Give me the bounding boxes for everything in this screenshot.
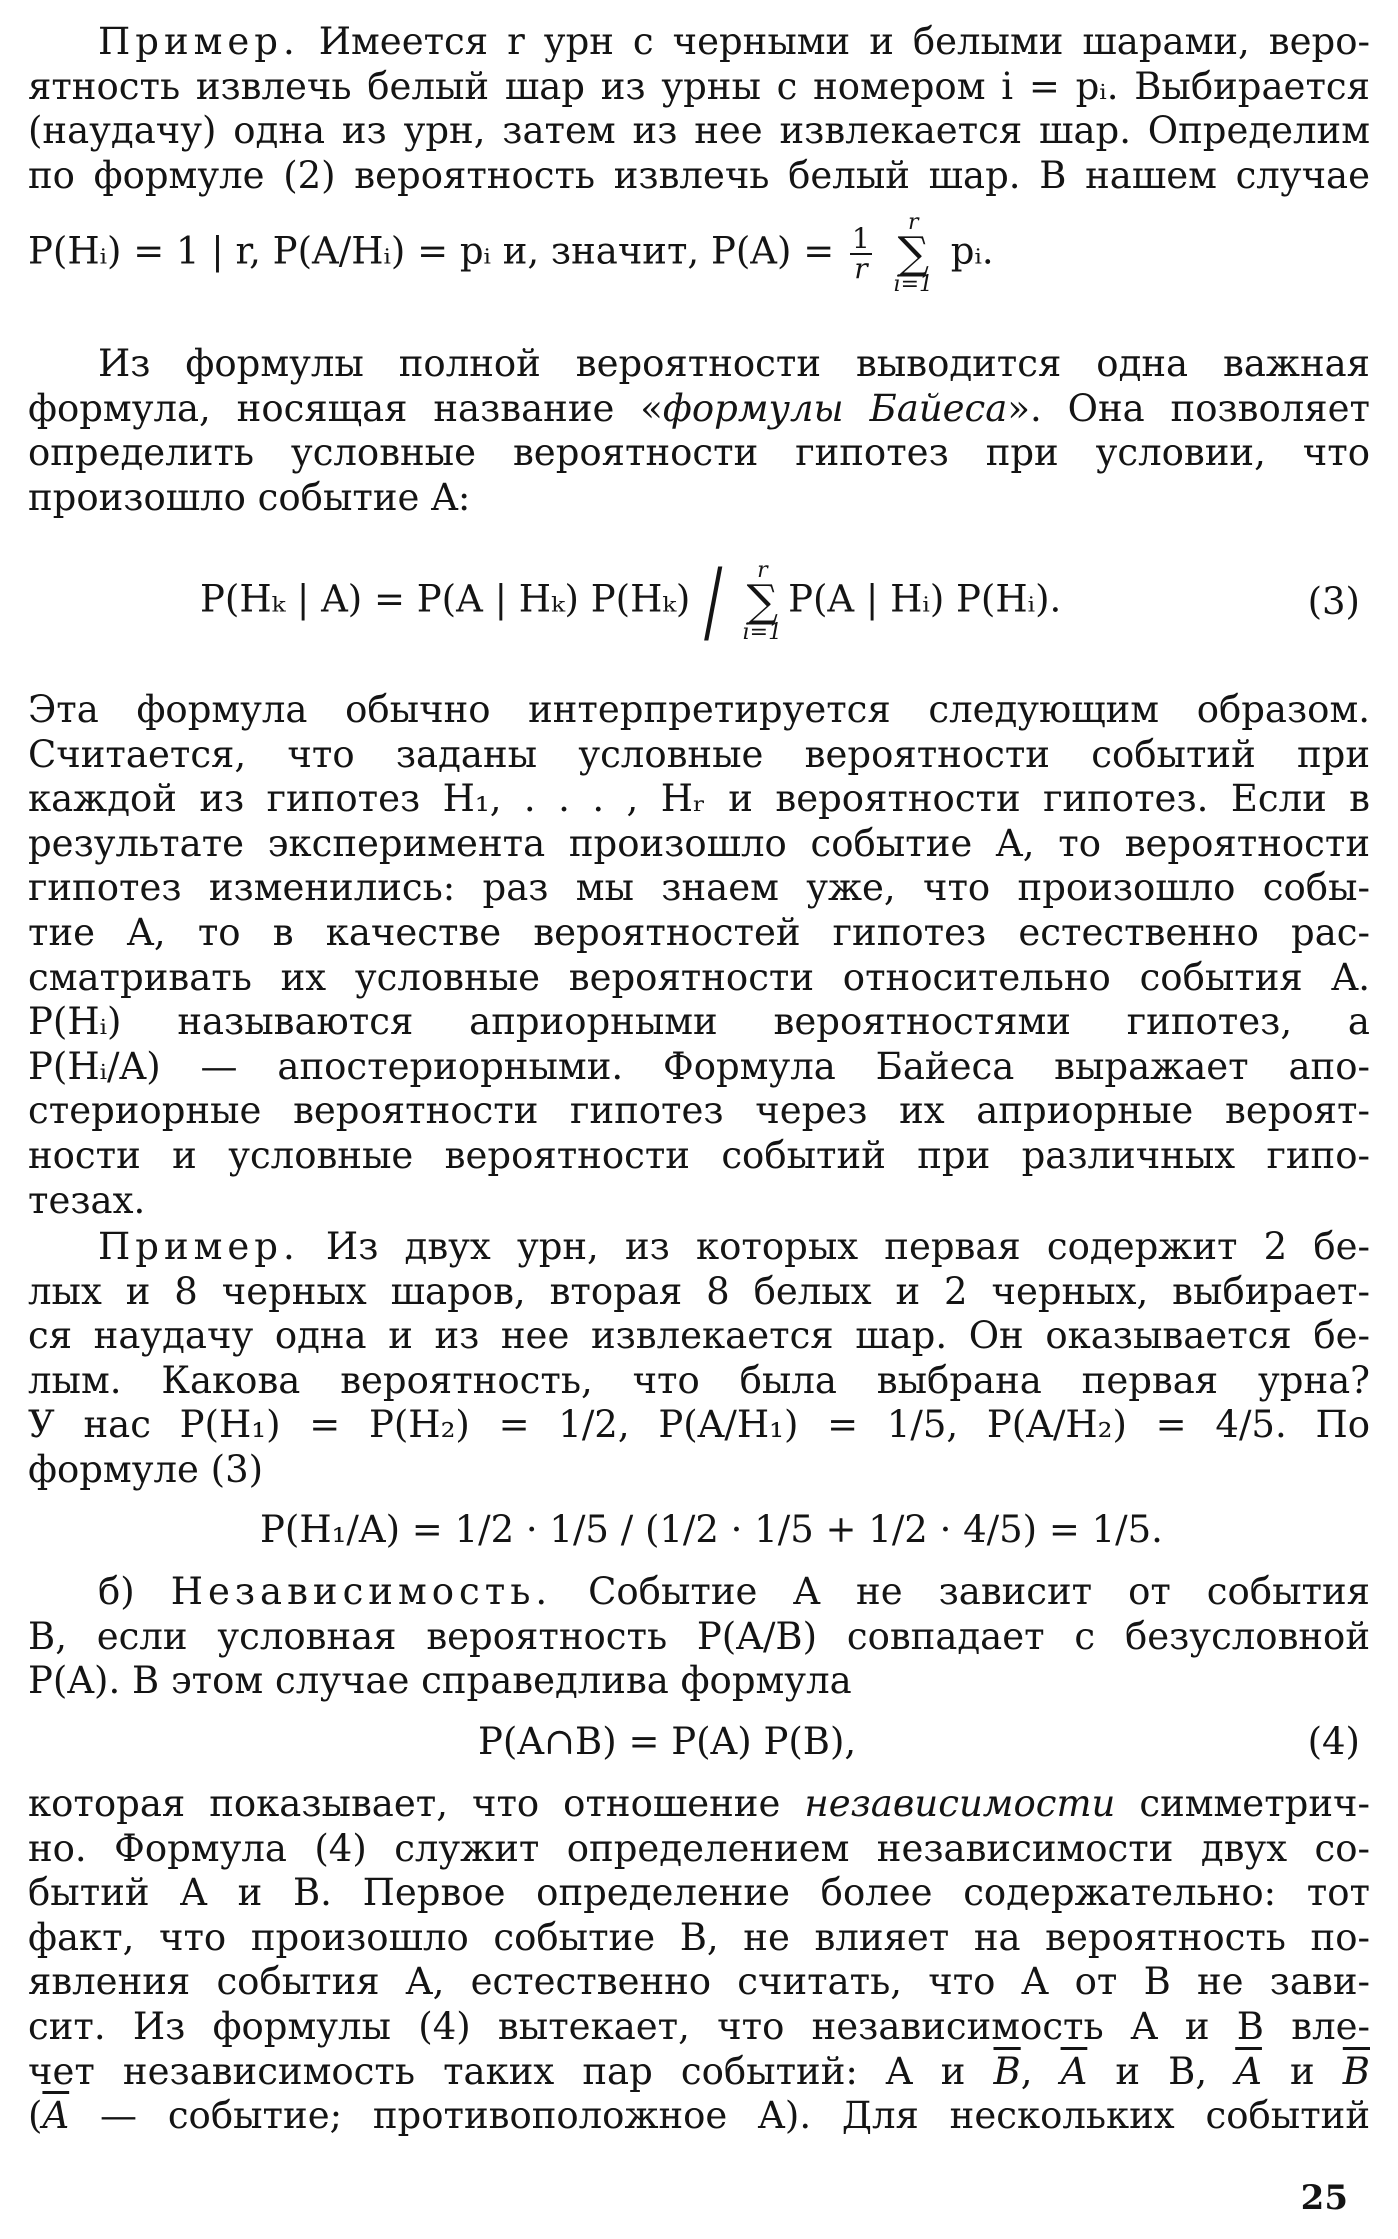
- paragraph-example-two-urns: [28, 1225, 1370, 1493]
- text-line: явления события A, естественно считать, что A от B не зави-: [28, 1960, 1370, 2004]
- text-part: формула, носящая название «: [28, 386, 663, 430]
- text-line: сит. Из формулы (4) вытекает, что независимость A и B вле-: [28, 2004, 1370, 2048]
- text-line: результате эксперимента произошло событие A, то вероятности: [28, 821, 1370, 865]
- paragraph-example-urns: [28, 20, 1370, 198]
- equation-number: (3): [1307, 580, 1360, 623]
- text-line: гипотез изменились: раз мы знаем уже, что произошло собы-: [28, 866, 1370, 910]
- text-line: ности и условные вероятности событий при различных гипо-: [28, 1133, 1370, 1177]
- paragraph-bayes-interpretation: [28, 688, 1370, 1223]
- text-part: и: [1261, 2049, 1343, 2093]
- text-line: каждой из гипотез H₁, . . . , Hᵣ и вероятности гипотез. Если в: [28, 777, 1370, 821]
- text-line: по формуле (2) вероятность извлечь белый шар. В нашем случае: [28, 153, 1370, 197]
- example-lead: Пример.: [98, 20, 300, 63]
- text-part: ,: [1020, 2049, 1061, 2093]
- example-lead: Пример.: [98, 1225, 300, 1268]
- fraction: $\frac{1}{r}$: [851, 222, 870, 285]
- text-line: факт, что произошло событие B, не влияет на вероятность по-: [28, 1915, 1370, 1959]
- text-line: тезах.: [28, 1178, 146, 1222]
- text-line: формуле (3): [28, 1447, 264, 1491]
- text-line: B, если условная вероятность P(A/B) совпадает с безусловной: [28, 1614, 1370, 1658]
- text-part: которая показывает, что отношение: [28, 1782, 805, 1825]
- formula-text: P(A | Hᵢ) P(Hᵢ).: [788, 577, 1062, 621]
- text-line: тие A, то в качестве вероятностей гипотез естественно рас-: [28, 910, 1370, 954]
- text-line: стериорные вероятности гипотез через их априорные вероят-: [28, 1089, 1370, 1133]
- complement-event: $\overline{A}$: [42, 2094, 70, 2138]
- equation-number: (4): [1307, 1720, 1360, 1763]
- formula-text: P(A∩B) = P(A) P(B),: [478, 1720, 857, 1763]
- text-line: Эта формула обычно интерпретируется следующим образом.: [28, 688, 1370, 731]
- text-part: (: [28, 2094, 43, 2138]
- complement-event: $\overline{B}$: [993, 2049, 1021, 2093]
- text-line: Из двух урн, из которых первая содержит 2 бе-: [325, 1225, 1370, 1268]
- text-part: симметрич-: [1115, 1782, 1370, 1825]
- text-line: но. Формула (4) служит определением независимости двух со-: [28, 1826, 1370, 1870]
- text-line: сматривать их условные вероятности относительно события A.: [28, 955, 1370, 999]
- complement-event: $\overline{A}$: [1060, 2049, 1088, 2093]
- text-line: P(Hᵢ) называются априорными вероятностями гипотез, а: [28, 1000, 1370, 1044]
- text-line: Имеется r урн с черными и белыми шарами, веро-: [318, 20, 1370, 63]
- text-line: ятность извлечь белый шар из урны с номером i = pᵢ. Выбирается: [28, 64, 1370, 108]
- text-line: У нас P(H₁) = P(H₂) = 1/2, P(A/H₁) = 1/5, P(A/H₂) = 4/5. По: [28, 1403, 1370, 1447]
- text-part: и B,: [1087, 2049, 1236, 2093]
- paragraph-independence-discussion: [28, 1782, 1370, 2139]
- complement-event: $\overline{A}$: [1235, 2049, 1262, 2093]
- text-line: Событие A не зависит от события: [588, 1570, 1371, 1613]
- text-line: (наудачу) одна из урн, затем из нее извлекается шар. Определим: [28, 109, 1370, 153]
- division-slash: /: [704, 549, 723, 654]
- text-line: определить условные вероятности гипотез при условии, что: [28, 431, 1370, 475]
- formula-example-result: [260, 1508, 1163, 1553]
- section-title: Независимость.: [170, 1570, 553, 1613]
- text-line: P(A). В этом случае справедлива формула: [28, 1659, 852, 1703]
- text-line: бытий A и B. Первое определение более содержательно: тот: [28, 1871, 1370, 1915]
- paragraph-independence: [28, 1570, 1370, 1704]
- page-number: 25: [1300, 2178, 1348, 2218]
- summation: r ∑ i=1: [893, 210, 934, 297]
- formula-text: P(Hᵢ) = 1 | r, P(A/Hᵢ) = pᵢ и, значит, P(A) =: [28, 229, 835, 273]
- text-line: лым. Какова вероятность, что была выбрана первая урна?: [28, 1358, 1370, 1402]
- formula-text: P(Hₖ | A) = P(A | Hₖ) P(Hₖ): [200, 577, 691, 621]
- text-part: ». Она позволяет: [1007, 386, 1370, 430]
- section-marker: б): [98, 1570, 135, 1613]
- formula-total-probability-example: [28, 212, 994, 296]
- formula-text: pᵢ.: [950, 229, 994, 273]
- paragraph-bayes-intro: [28, 342, 1370, 520]
- formula-text: P(H₁/A) = 1/2 · 1/5 / (1/2 · 1/5 + 1/2 · 4/5) = 1/5.: [260, 1508, 1163, 1551]
- text-part: — событие; противоположное A). Для нескольких событий: [69, 2094, 1370, 2138]
- text-line: Считается, что заданы условные вероятности событий при: [28, 732, 1370, 776]
- text-line: Из формулы полной вероятности выводится одна важная: [98, 342, 1370, 385]
- text-part: чет независимость таких пар событий: A и: [28, 2049, 994, 2093]
- formula-bayes: [200, 549, 1370, 654]
- text-line: P(Hᵢ/A) — апостериорными. Формула Байеса выражает апо-: [28, 1044, 1370, 1088]
- complement-event: $\overline{B}$: [1342, 2049, 1370, 2093]
- bayes-formula-term: формулы Байеса: [662, 386, 1008, 430]
- text-line: лых и 8 черных шаров, вторая 8 белых и 2 черных, выбирает-: [28, 1269, 1370, 1313]
- summation: r ∑ i=1: [742, 558, 783, 645]
- text-line: произошло событие A:: [28, 475, 471, 519]
- independence-term: независимости: [804, 1782, 1116, 1825]
- text-line: ся наудачу одна и из нее извлекается шар. Он оказывается бе-: [28, 1314, 1370, 1358]
